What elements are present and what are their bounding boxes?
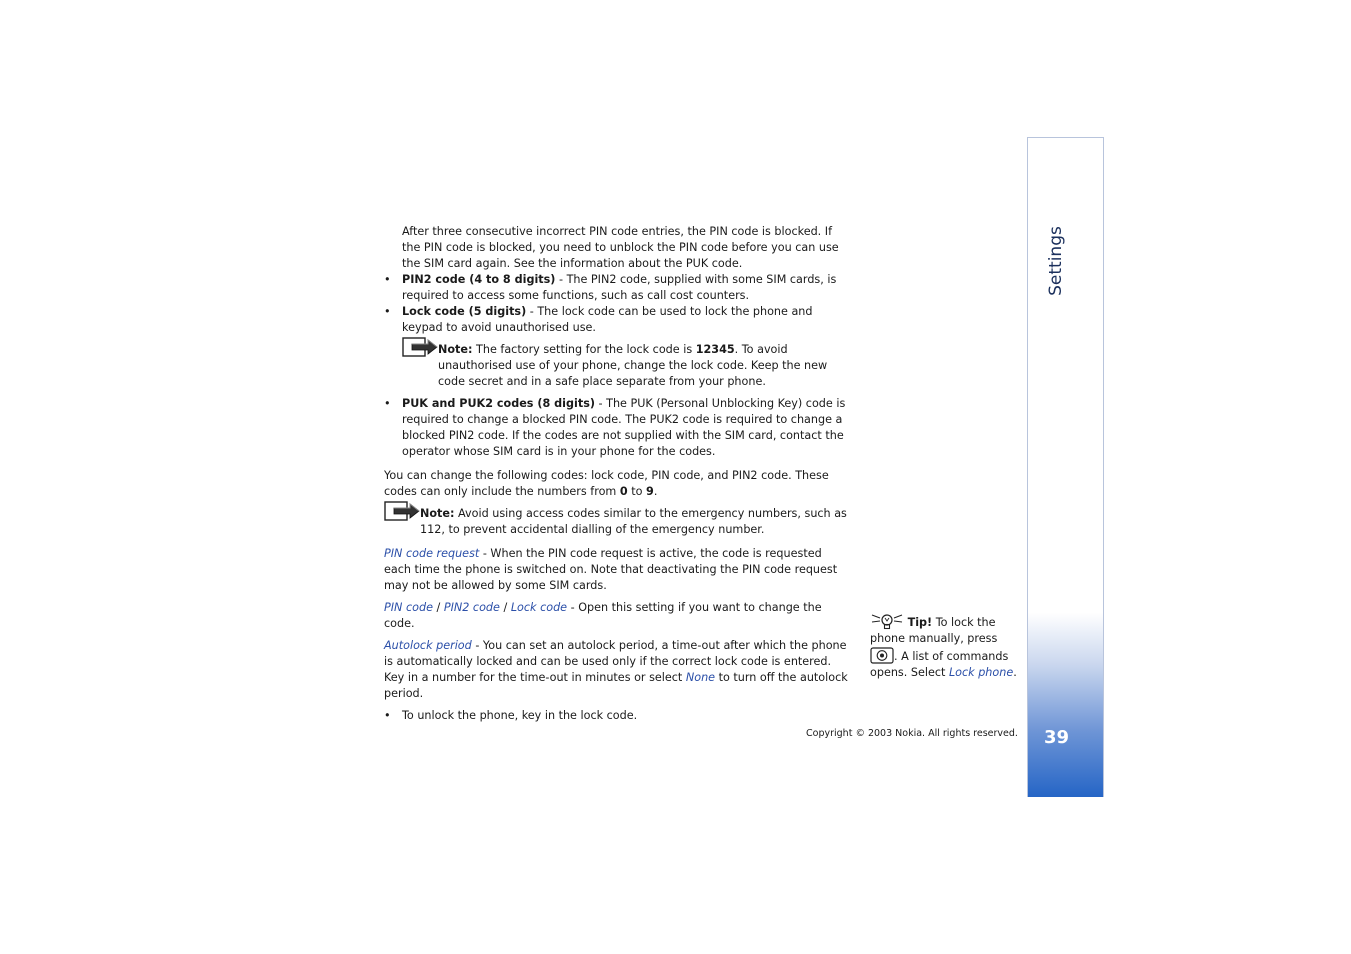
list-item-pin2 — [384, 272, 852, 304]
change-codes-to: to — [627, 485, 647, 498]
autolock-text-a: - You can set an autolock period, a time-out after which the phone is automatically locked and can be used only if the correct lock code is entered. Key in a number for the time-out in minutes or select — [384, 639, 847, 684]
note1-text-a: The factory setting for the lock code is — [472, 343, 696, 356]
digit-zero: 0 — [619, 485, 628, 498]
lock-phone-link[interactable]: Lock phone — [948, 666, 1014, 679]
autolock-text-b: to turn off the autolock period. — [384, 671, 848, 700]
change-code-paragraph — [384, 600, 852, 632]
note2-text: Avoid using access codes similar to the emergency numbers, such as 112, to prevent accidental dialling of the emergency number. — [420, 507, 847, 536]
tip-text-a: To lock the phone manually, press — [870, 616, 998, 645]
pin2-title: PIN2 code (4 to 8 digits) — [402, 273, 556, 286]
section-title-text: Settings — [1046, 226, 1066, 296]
note1-code: 12345 — [695, 343, 735, 356]
list-item-lock-code — [384, 304, 852, 336]
bullet-dot: • — [384, 397, 391, 410]
change-codes-paragraph — [384, 468, 852, 500]
bullet-dot: • — [384, 273, 391, 286]
pin-code-request-link[interactable]: PIN code request — [384, 547, 480, 560]
digit-nine: 9 — [646, 485, 654, 498]
pin-code-request-paragraph — [384, 546, 852, 594]
page-number: 39 — [1044, 727, 1070, 748]
none-option-link[interactable]: None — [685, 671, 716, 684]
change-codes-text: You can change the following codes: lock code, PIN code, and PIN2 code. These codes can only include the numbers from — [384, 469, 829, 498]
lock-code-title: Lock code (5 digits) — [402, 305, 527, 318]
autolock-period-link[interactable]: Autolock period — [384, 639, 472, 652]
list-item-puk — [384, 396, 852, 460]
tip-end: . — [1013, 666, 1017, 679]
bullet-dot: • — [384, 709, 391, 722]
pin-code-request-text: - When the PIN code request is active, the code is requested each time the phone is switched on. Note that deactivating the PIN code request may not be allowed by some SIM cards. — [384, 547, 838, 592]
tip-box — [870, 612, 1018, 681]
separator: / — [432, 601, 444, 614]
tip-text-b: . A list of commands opens. Select — [870, 650, 1009, 679]
lock-code-text: - The lock code can be used to lock the phone and keypad to avoid unauthorised use. — [402, 305, 813, 334]
pin-blocked-paragraph: After three consecutive incorrect PIN code entries, the PIN code is blocked. If the PIN code is blocked, you need to unblock the PIN code before you can use the SIM card again. See the information about the PUK code. — [402, 225, 839, 270]
change-codes-end: . — [653, 485, 658, 498]
note-hand-icon — [402, 336, 438, 358]
note1-label: Note: — [438, 343, 473, 356]
pin2-code-link[interactable]: PIN2 code — [443, 601, 500, 614]
main-content — [384, 224, 852, 724]
copyright-notice: Copyright © 2003 Nokia. All rights reserved. — [806, 728, 1018, 739]
pin2-text: - The PIN2 code, supplied with some SIM cards, is required to access some functions, such as call cost counters. — [402, 273, 837, 302]
autolock-paragraph — [384, 638, 852, 702]
separator: / — [499, 601, 511, 614]
note1-text-b: . To avoid unauthorised use of your phone, change the lock code. Keep the new code secret and in a safe place separate from your phone. — [438, 343, 828, 388]
unlock-text: To unlock the phone, key in the lock code. — [402, 709, 638, 722]
list-item-unlock — [384, 708, 852, 724]
tip-label: Tip! — [907, 616, 933, 629]
puk-title: PUK and PUK2 codes (8 digits) — [402, 397, 595, 410]
menu-key-icon — [870, 647, 894, 664]
lock-code-link[interactable]: Lock code — [510, 601, 568, 614]
bullet-dot: • — [384, 305, 391, 318]
change-code-text: - Open this setting if you want to change the code. — [384, 601, 822, 630]
pin-code-link[interactable]: PIN code — [384, 601, 433, 614]
section-title — [1044, 228, 1068, 294]
note-hand-icon — [384, 500, 420, 522]
note-factory-setting — [384, 342, 852, 390]
note2-label: Note: — [420, 507, 455, 520]
note-emergency — [384, 506, 852, 538]
lightbulb-icon — [870, 612, 904, 630]
puk-text: - The PUK (Personal Unblocking Key) code is required to change a blocked PIN code. The PUK2 code is required to change a blocked PIN2 code. If the codes are not supplied with the SIM card, contact the operator whose SIM card is in your phone for the codes. — [402, 397, 846, 458]
